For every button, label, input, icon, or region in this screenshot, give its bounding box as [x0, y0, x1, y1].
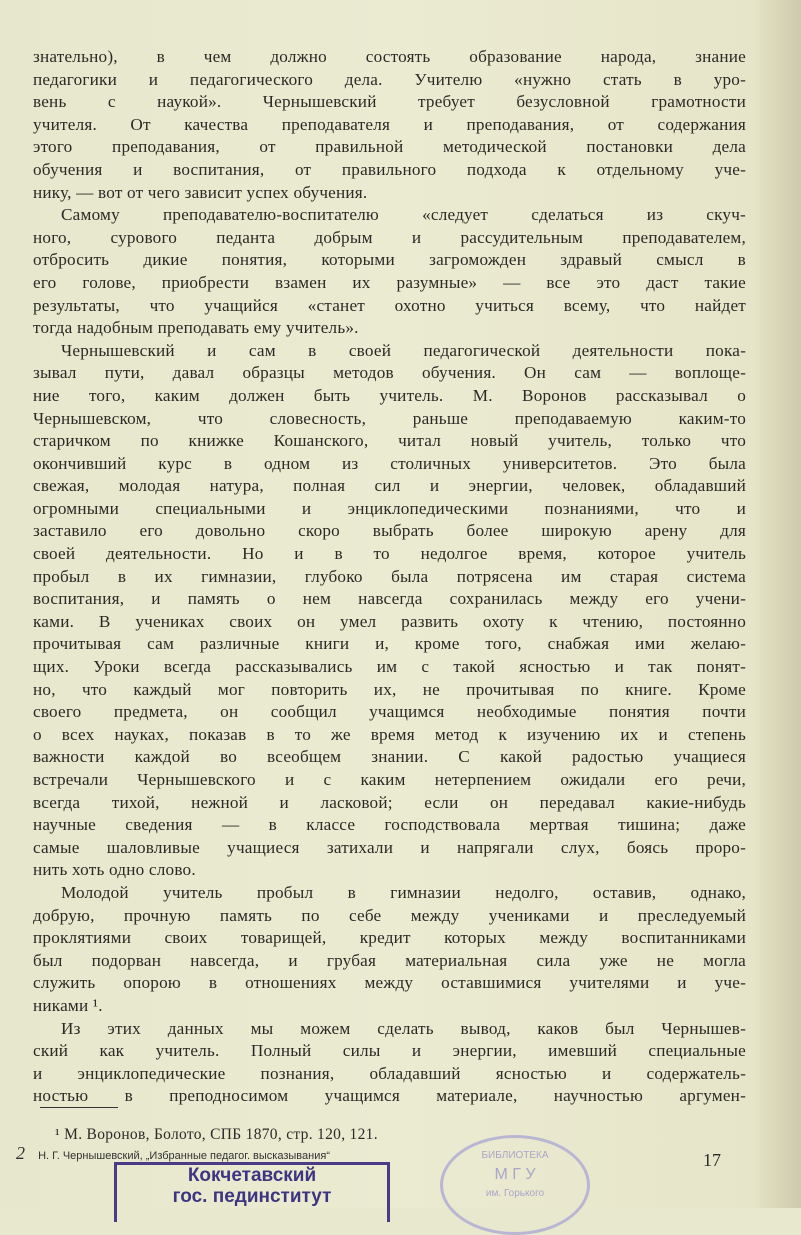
text-line: ного, сурового педанта добрым и рассудительным преподавателем, [33, 227, 746, 247]
text-line: щих. Уроки всегда рассказывались им с такой ясностью и так понят- [33, 657, 746, 677]
text-line: никами ¹. [33, 995, 103, 1015]
stamp-line: М Г У [494, 1166, 536, 1183]
text-line: добрую, прочную память по себе между учениками и преследуемый [33, 905, 746, 925]
text-line: отбросить дикие понятия, которыми загроможден здравый смысл в [33, 250, 746, 270]
institute-stamp [114, 1162, 390, 1222]
stamp-line: гос. пединститут [172, 1186, 332, 1207]
text-line: всегда тихой, нежной и ласковой; если он передавал какие-нибудь [33, 792, 746, 812]
text-line: зывал пути, давал образцы методов обучения. Он сам — воплоще- [33, 363, 746, 383]
text-line: встречали Чернышевского и с каким нетерпением ожидали его речи, [33, 770, 746, 789]
source-title: Н. Г. Чернышевский, „Избранные педагог. высказывания“ [38, 1150, 330, 1162]
page-number: 17 [703, 1150, 721, 1170]
text-line: своей деятельности. Но и в то недолгое время, которое учитель [33, 544, 746, 564]
text-line: научные сведения — в классе господствовала мертвая тишина; даже [33, 815, 746, 835]
text-line: о всех науках, показав в то же время метод к изучению их и степень [33, 724, 746, 744]
text-line: обучения и воспитания, от правильного подхода к отдельному уче- [33, 159, 746, 179]
text-line: прочитывая сам различные книги и, кроме того, снабжая ими желаю- [33, 634, 746, 654]
text-line: и энциклопедические познания, обладавший ясностью и содержатель- [33, 1063, 746, 1083]
text-line: огромными специальными и энциклопедическими познаниями, что и [33, 498, 746, 518]
text-line: свежая, молодая натура, полная сил и энергии, человек, обладавший [33, 476, 746, 496]
stamp-line: им. Горького [485, 1188, 545, 1199]
text-line: пробыл в их гимназии, глубоко была потрясена им старая система [33, 566, 746, 586]
text-line: ками. В учениках своих он умел развить охоту к чтению, постоянно [33, 611, 746, 631]
text-line: окончивший курс в одном из столичных университетов. Это была [33, 453, 746, 473]
text-line: Чернышевском, что словесность, раньше преподаваемую каким-то [33, 408, 746, 428]
signature-line [16, 1143, 330, 1163]
text-line: был подорван навсегда, и грубая материальная сила уже не могла [33, 950, 746, 970]
text-line: тогда надобным преподавать ему учитель». [33, 318, 359, 338]
text-line: Из этих данных мы можем сделать вывод, каков был Чернышев- [61, 1018, 746, 1038]
text-line: важности каждой во всеобщем знании. С какой радостью учащиеся [33, 747, 746, 767]
text-line: его голове, приобрести взамен их разумные» — все это даст такие [33, 272, 746, 292]
text-line: ностью в преподносимом учащимся материале, научностью аргумен- [33, 1086, 746, 1106]
text-line: Молодой учитель пробыл в гимназии недолго, оставив, однако, [61, 882, 746, 902]
text-line: но, что каждый мог повторить их, не прочитывая по книге. Кроме [33, 679, 746, 699]
text-line: самые шаловливые учащиеся затихали и напрягали слух, боясь проро- [33, 837, 746, 857]
signature-mark: 2 [16, 1143, 25, 1163]
footnote: ¹ М. Воронов, Болото, СПБ 1870, стр. 120, 121. [55, 1126, 378, 1143]
text-line: этого преподавания, от правильной методической постановки дела [33, 137, 746, 157]
text-line: старичком по книжке Кошанского, читал новый учитель, только что [33, 431, 746, 451]
text-line: вень с наукой». Чернышевский требует безусловной грамотности [33, 92, 746, 112]
text-line: воспитания, и память о нем навсегда сохранилась между его учени- [33, 589, 746, 609]
stamp-line: БИБЛИОТЕКА [481, 1150, 549, 1161]
text-line: служить опорою в отношениях между оставшимися учителями и уче- [33, 973, 746, 993]
text-line: своего предмета, он сообщил учащимся необходимые понятия почти [33, 702, 746, 722]
footnote-rule [40, 1107, 118, 1108]
page-body-text [33, 46, 746, 1108]
text-line: результаты, что учащийся «станет охотно учиться всему, что найдет [33, 295, 746, 315]
library-stamp [440, 1135, 590, 1235]
text-line: проклятиями своих товарищей, кредит которых между воспитанниками [33, 928, 746, 948]
text-line: заставило его довольно скоро выбрать более широкую арену для [33, 521, 746, 541]
text-line: Чернышевский и сам в своей педагогической деятельности пока- [61, 340, 746, 360]
text-line: учителя. От качества преподавателя и преподавания, от содержания [33, 114, 746, 134]
text-line: ский как учитель. Полный силы и энергии, имевший специальные [33, 1041, 746, 1061]
text-line: знательно), в чем должно состоять образование народа, знание [33, 47, 746, 66]
text-line: педагогики и педагогического дела. Учителю «нужно стать в уро- [33, 69, 746, 89]
text-line: нить хоть одно слово. [33, 860, 196, 880]
text-line: нику, — вот от чего зависит успех обучения. [33, 182, 368, 202]
text-line: ние того, каким должен быть учитель. М. Воронов рассказывал о [33, 385, 746, 405]
text-line: Самому преподавателю-воспитателю «следует сделаться из скуч- [61, 205, 746, 225]
stamp-line: Кокчетавский [187, 1165, 317, 1186]
